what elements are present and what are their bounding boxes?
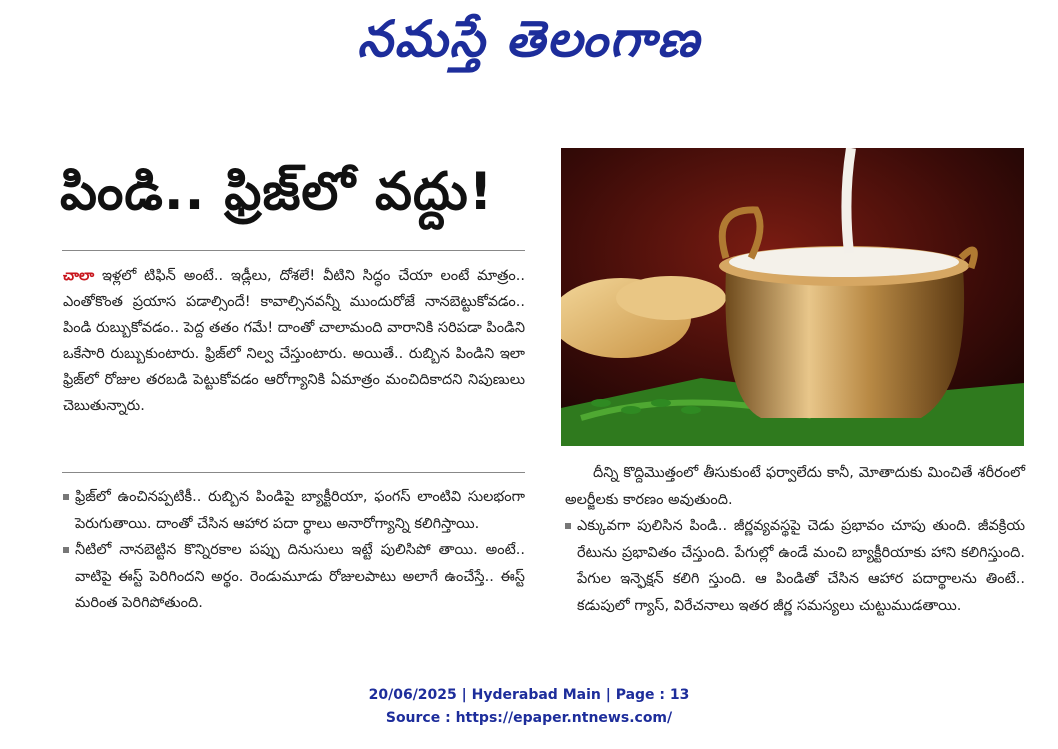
article-headline: పిండి.. ఫ్రిజ్‌లో వద్దు! [60,162,494,222]
article-photo [561,148,1024,446]
lead-paragraph [63,263,525,419]
left-bullet-list [63,484,525,617]
bullet-text: ఫ్రిజ్‌లో ఉంచినప్పటికీ.. రుబ్బిన పిండిపై బ్యాక్టీరియా, ఫంగస్ లాంటివి సులభంగా పెరుగుతాయి. దాంతో చేసిన ఆహార పదా ర్థాలు అనారోగ్యాన్ని కలిగిస్తాయి. [75,489,525,532]
drop-word: చాలా [63,268,95,284]
bullet-text: ఎక్కువగా పులిసిన పిండి.. జీర్ణవ్యవస్థపై చెడు ప్రభావం చూపు తుంది. జీవక్రియ రేటును ప్రభావితం చేస్తుంది. పేగుల్లో ఉండే మంచి బ్యాక్టీరియాకు హాని కలిగిస్తుంది. పేగుల ఇన్ఫెక్షన్ కలిగి స్తుంది. ఆ పిండితో చేసిన ఆహార పదార్థాలను తింటే.. కడుపులో గ్యాస్, విరేచనాలు ఇతర జీర్ణ సమస్యలు చుట్టుముడతాయి. [577,518,1025,614]
lead-text: ఇళ్లలో టిఫిన్ అంటే.. ఇడ్లీలు, దోశలే! వీటిని సిద్ధం చేయా లంటే మాత్రం.. ఎంతోకొంత ప్రయాస పడాల్సిందే! కావాల్సినవన్నీ ముందురోజే నానబెట్టుకోవడం.. పిండి రుబ్బుకోవడం.. పెద్ద తతం గమే! దాంతో చాలామంది వారానికి సరిపడా పిండిని ఒకేసారి రుబ్బుకుంటారు. ఫ్రిజ్‌లో నిల్వ చేస్తుంటారు. అయితే.. రుబ్బిన పిండిని ఇలా ఫ్రిజ్‌లో రోజుల తరబడి పెట్టుకోవడం ఆరోగ్యానికి ఏమాత్రం మంచిదికాదని నిపుణులు చెబుతున్నారు. [63,268,525,414]
continuation-text: దీన్ని కొద్దిమొత్తంలో తీసుకుంటే ఫర్వాలేదు కానీ, మోతాదుకు మించితే శరీరంలో అలర్జీలకు కారణం అవుతుంది. [565,465,1025,508]
bullet-square-icon [565,523,571,529]
bullet-square-icon [63,547,69,553]
footer-source-link[interactable]: Source : https://epaper.ntnews.com/ [385,710,673,726]
bullet-square-icon [63,494,69,500]
divider-top [62,250,525,251]
divider-mid [62,472,525,473]
list-item [565,513,1025,619]
list-item [63,537,525,617]
bullet-text: నీటిలో నానబెట్టిన కొన్నిరకాల పప్పు దినుసులు ఇట్టే పులిసిపో తాయి. అంటే.. వాటిపై ఈస్ట్ పెరిగిందని అర్థం. రెండుమూడు రోజులపాటు అలాగే ఉంచేస్తే.. ఈస్ట్ మరింత పెరిగిపోతుంది. [75,542,525,611]
footer-edition-info: 20/06/2025 | Hyderabad Main | Page : 13 [368,687,690,703]
masthead-logo: నమస్తే తెలంగాణ [357,10,701,68]
right-column [565,460,1025,619]
list-item [63,484,525,537]
